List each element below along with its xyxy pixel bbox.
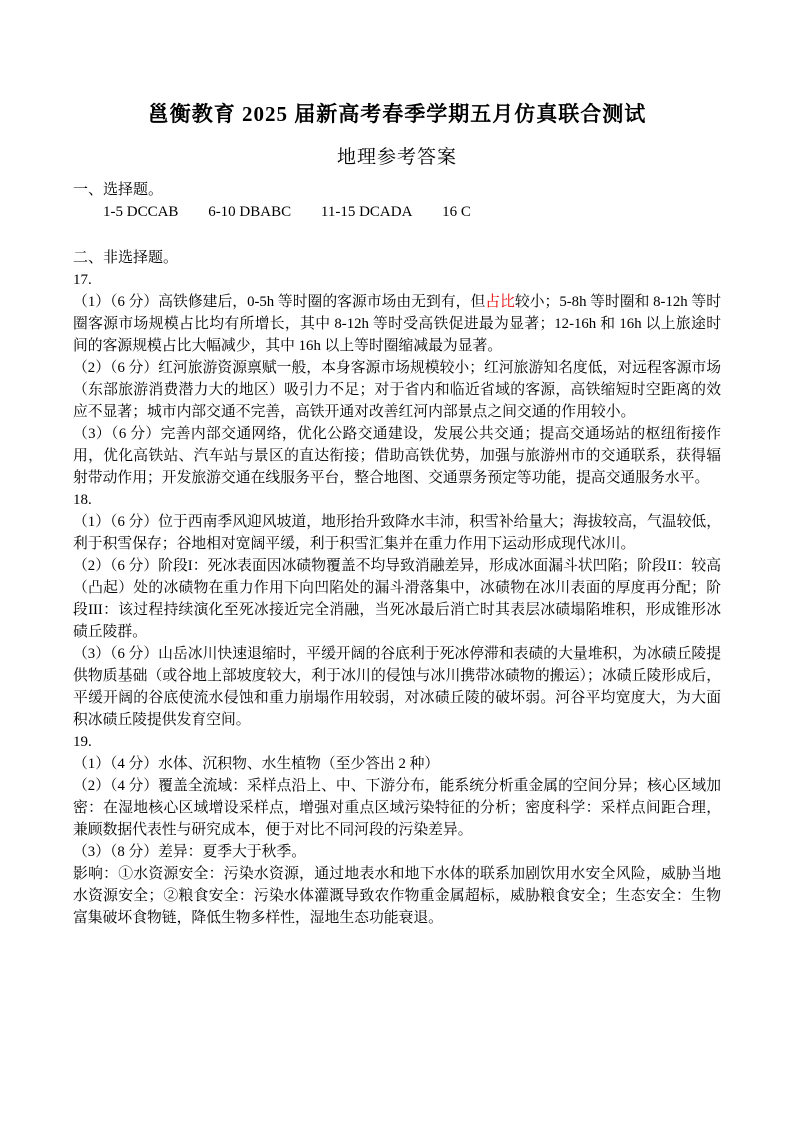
question-19-label: 19. xyxy=(73,734,92,750)
document-title: 邕衡教育 2025 届新高考春季学期五月仿真联合测试 xyxy=(147,102,647,126)
answer-17-1-highlight: 占比 xyxy=(485,294,515,310)
section-2-heading: 二、非选择题。 xyxy=(73,250,179,266)
answer-17-1-post: 较小；5-8h 等时圈和 8-12h 等时圈客源市场规模占比均有所增长，其中 8-12h 等时受高铁促进最为显著；12-16h 和 16h 以上旅途时间的客源规模占比大幅减少，其中 16h 以上等时圈缩减最为显著。 xyxy=(73,294,721,354)
answer-17-3: （3）（6 分）完善内部交通网络，优化公路交通建设，发展公共交通；提高交通场站的枢纽衔接作用，优化高铁站、汽车站与景区的直达衔接；借助高铁优势，加强与旅游州市的交通联系，获得辐射带动作用；开发旅游交通在线服务平台，整合地图、交通票务预定等功能，提高交通服务水平。 xyxy=(73,426,721,486)
question-18-label: 18. xyxy=(73,492,92,508)
answer-18-3: （3）（6 分）山岳冰川快速退缩时，平缓开阔的谷底利于死冰停滞和表碛的大量堆积，为冰碛丘陵提供物质基础（或谷地上部坡度较大，利于冰川的侵蚀与冰川携带冰碛物的搬运）；冰碛丘陵形成后，平缓开阔的谷底使流水侵蚀和重力崩塌作用较弱，对冰碛丘陵的破坏弱。河谷平均宽度大，为大面积冰碛丘陵提供发育空间。 xyxy=(73,646,721,728)
question-17-label: 17. xyxy=(73,272,92,288)
answer-19-1: （1）（4 分）水体、沉积物、水生植物（至少答出 2 种） xyxy=(73,756,440,772)
answer-17-1 xyxy=(73,291,721,357)
spacer xyxy=(73,223,721,247)
answer-17-1-pre: （1）（6 分）高铁修建后，0-5h 等时圈的客源市场由无到有，但 xyxy=(73,294,486,310)
answer-19-3: （3）（8 分）差异：夏季大于秋季。 xyxy=(73,844,307,860)
answer-19-impact: 影响：①水资源安全：污染水资源，通过地表水和地下水体的联系加剧饮用水安全风险，威胁当地水资源安全；②粮食安全：污染水体灌溉导致农作物重金属超标，威胁粮食安全；生态安全：生物富集破坏食物链，降低生物多样性，湿地生态功能衰退。 xyxy=(73,866,721,926)
answer-19-2: （2）（4 分）覆盖全流域：采样点沿上、中、下游分布，能系统分析重金属的空间分异；核心区域加密：在湿地核心区域增设采样点，增强对重点区域污染特征的分析；密度科学：采样点间距合理，兼顾数据代表性与研究成本，便于对比不同河段的污染差异。 xyxy=(73,778,721,838)
multiple-choice-answers xyxy=(73,201,721,223)
answer-18-1: （1）（6 分）位于西南季风迎风坡道，地形抬升致降水丰沛，积雪补给量大；海拔较高，气温较低，利于积雪保存；谷地相对宽阔平缓，利于积雪汇集并在重力作用下运动形成现代冰川。 xyxy=(73,514,721,552)
mc-answers-11-15: 11-15 DCADA xyxy=(320,204,413,220)
mc-answers-1-5: 1-5 DCCAB xyxy=(103,204,179,220)
mc-answers-6-10: 6-10 DBABC xyxy=(208,204,292,220)
document-subtitle: 地理参考答案 xyxy=(336,147,457,168)
mc-answer-16: 16 C xyxy=(442,204,471,220)
section-1-heading: 一、选择题。 xyxy=(73,182,164,198)
answer-18-2: （2）（6 分）阶段I：死冰表面因冰碛物覆盖不均导致消融差异，形成冰面漏斗状凹陷；阶段II：较高（凸起）处的冰碛物在重力作用下向凹陷处的漏斗滑落集中，冰碛物在冰川表面的厚度再分配；阶段III：该过程持续演化至死冰接近完全消融，当死冰最后消亡时其表层冰碛塌陷堆积，形成锥形冰碛丘陵群。 xyxy=(73,558,721,640)
answer-17-2: （2）（6 分）红河旅游资源禀赋一般，本身客源市场规模较小；红河旅游知名度低，对远程客源市场（东部旅游消费潜力大的地区）吸引力不足；对于省内和临近省域的客源，高铁缩短时空距离的效应不显著；城市内部交通不完善，高铁开通对改善红河内部景点之间交通的作用较小。 xyxy=(73,360,721,420)
